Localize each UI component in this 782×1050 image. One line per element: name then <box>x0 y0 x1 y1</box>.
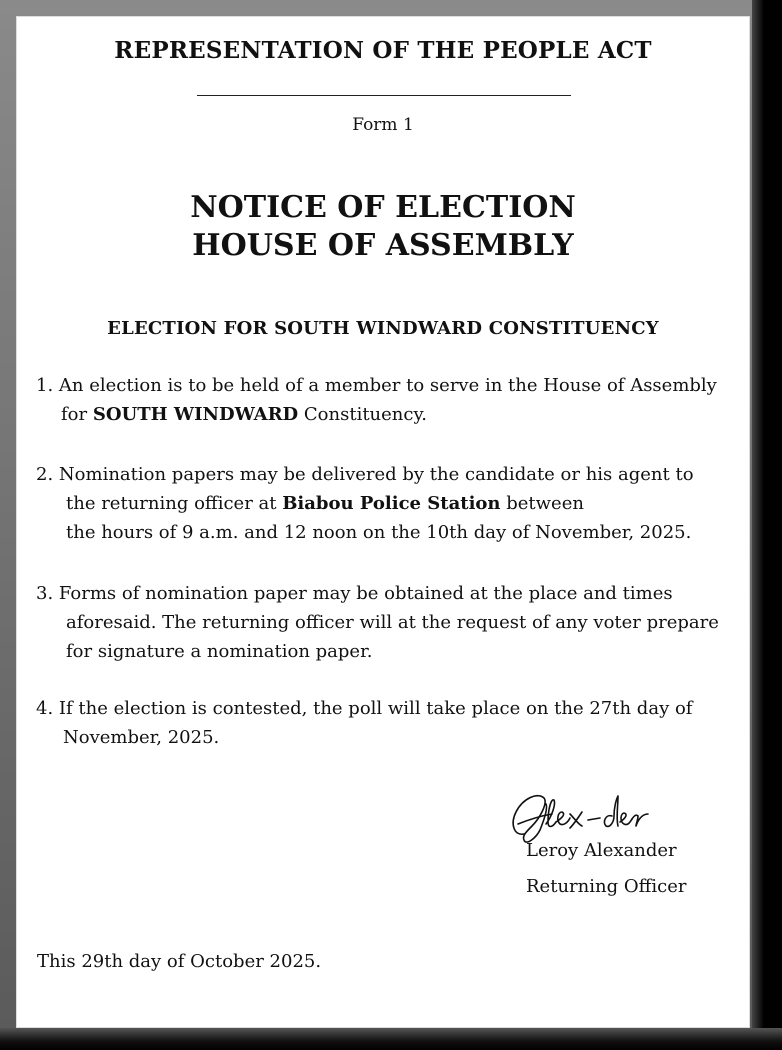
paragraph-4-line1 <box>36 694 736 723</box>
paragraph-4 <box>36 694 736 752</box>
act-title: REPRESENTATION OF THE PEOPLE ACT <box>114 37 652 64</box>
paragraph-1-line1 <box>36 371 736 400</box>
paragraph-text: for <box>61 404 93 425</box>
paragraph-text: between <box>500 493 584 514</box>
paragraph-2 <box>36 460 736 547</box>
election-subheading: ELECTION FOR SOUTH WINDWARD CONSTITUENCY <box>107 318 659 339</box>
paragraph-text: Constituency. <box>298 404 427 425</box>
signatory-title: Returning Officer <box>526 876 687 897</box>
notice-title <box>16 189 750 265</box>
paragraph-number: 2. <box>36 464 54 485</box>
form-label: Form 1 <box>352 115 414 135</box>
paragraph-text: Nomination papers may be delivered by the candidate or his agent to <box>58 464 694 485</box>
paragraph-2-line1 <box>36 460 736 489</box>
paragraph-3-line1 <box>36 579 736 608</box>
paragraph-3-line2: aforesaid. The returning officer will at the request of any voter prepare <box>66 612 719 633</box>
paragraph-2-line2 <box>36 489 736 518</box>
paragraph-text: Forms of nomination paper may be obtained at the place and times <box>58 583 673 604</box>
paragraph-3 <box>36 579 736 666</box>
nomination-location: Biabou Police Station <box>282 493 501 514</box>
frame-shadow-right <box>752 0 782 1050</box>
signatory-name: Leroy Alexander <box>526 840 677 861</box>
paragraph-1 <box>36 371 736 429</box>
constituency-name: SOUTH WINDWARD <box>92 404 299 425</box>
paragraph-text: If the election is contested, the poll will take place on the 27th day of <box>58 698 693 719</box>
paragraph-3-line3: for signature a nomination paper. <box>66 641 373 662</box>
paragraph-number: 3. <box>36 583 54 604</box>
paragraph-text: the returning officer at <box>66 493 283 514</box>
paragraph-1-line2 <box>36 400 736 429</box>
notice-title-line1: NOTICE OF ELECTION <box>190 190 576 225</box>
frame-shadow-bottom <box>0 1028 782 1050</box>
paragraph-number: 4. <box>36 698 54 719</box>
paragraph-number: 1. <box>36 375 54 396</box>
paragraph-text: An election is to be held of a member to serve in the House of Assembly <box>58 375 717 396</box>
notice-title-line2: HOUSE OF ASSEMBLY <box>192 228 574 263</box>
title-divider <box>197 95 571 96</box>
notice-page <box>16 16 750 1028</box>
paragraph-2-line3: the hours of 9 a.m. and 12 noon on the 10th day of November, 2025. <box>66 522 692 543</box>
date-line: This 29th day of October 2025. <box>37 951 322 972</box>
paragraph-4-line2: November, 2025. <box>63 727 220 748</box>
